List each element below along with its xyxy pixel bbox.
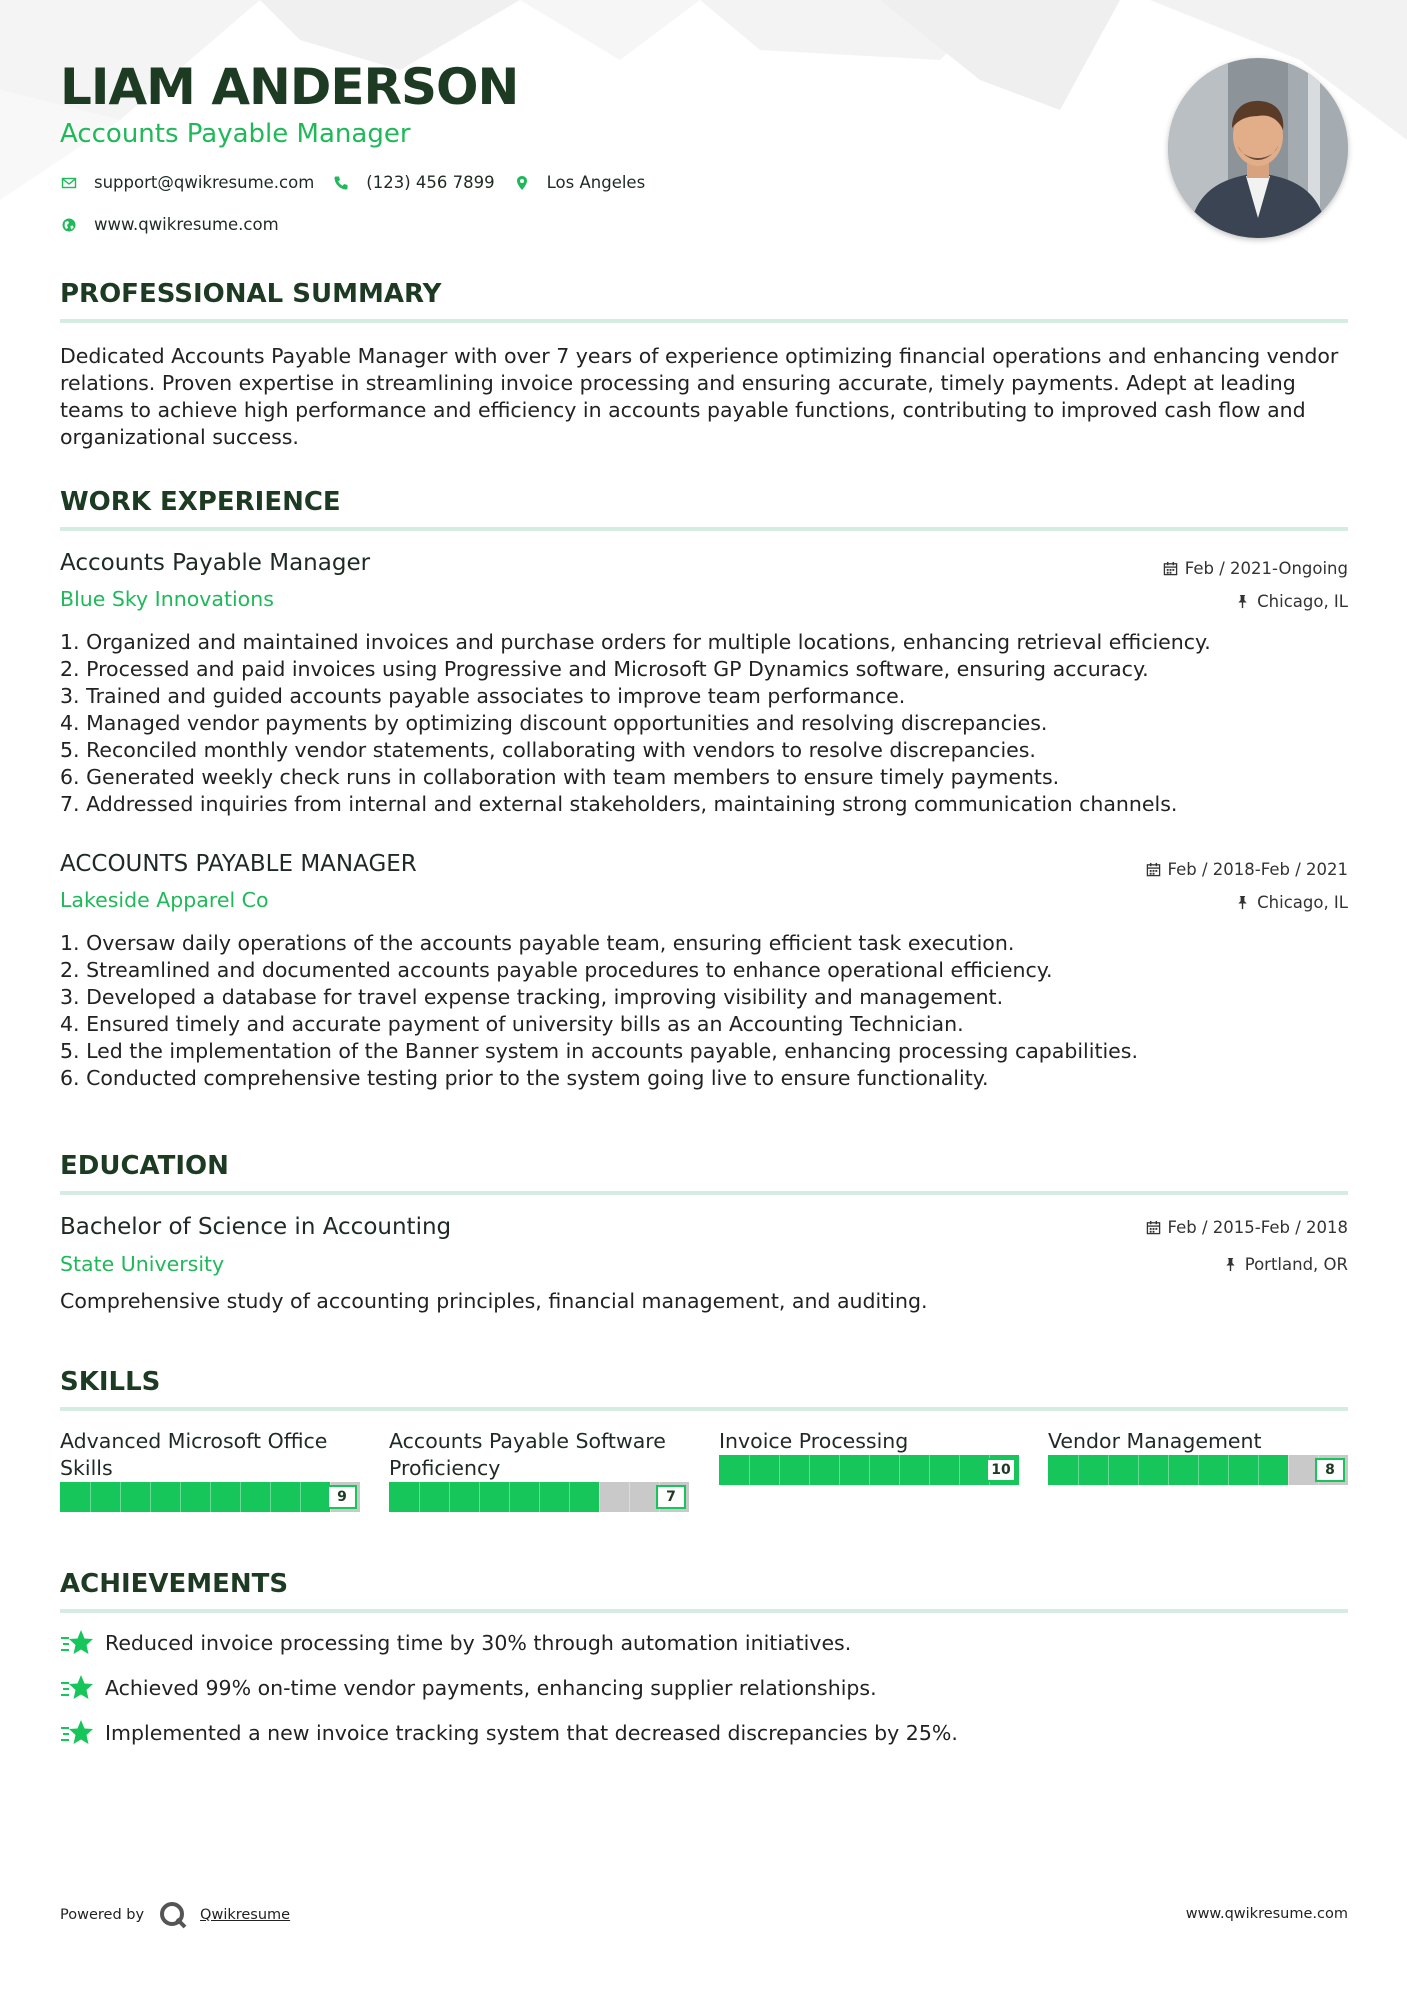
star-icon: [60, 1673, 94, 1703]
skill-segment-divider: [90, 1482, 91, 1512]
profile-photo: [1168, 58, 1348, 238]
list-item: 4. Managed vendor payments by optimizing discount opportunities and resolving discrepancies.: [60, 711, 1048, 735]
list-item: 2. Processed and paid invoices using Progressive and Microsoft GP Dynamics software, ensuring accuracy.: [60, 657, 1149, 681]
list-item: 6. Generated weekly check runs in collaboration with team members to ensure timely payments.: [60, 765, 1060, 789]
achievement-text: Reduced invoice processing time by 30% through automation initiatives.: [105, 1631, 852, 1655]
skill-level-fill: [60, 1482, 330, 1512]
skill-segment-divider: [629, 1482, 630, 1512]
job-2-dates-text: Feb / 2018-Feb / 2021: [1167, 860, 1348, 879]
education-dates-text: Feb / 2015-Feb / 2018: [1167, 1218, 1348, 1237]
experience-heading: WORK EXPERIENCE: [60, 487, 1348, 531]
skill-segment-divider: [120, 1482, 121, 1512]
map-marker-icon: [513, 174, 531, 192]
list-item: 3. Trained and guided accounts payable associates to improve team performance.: [60, 684, 906, 708]
job-1-title: Accounts Payable Manager: [60, 550, 371, 576]
email-text: support@qwikresume.com: [94, 173, 315, 192]
skill-segment-divider: [180, 1482, 181, 1512]
skill-item: [389, 1428, 689, 1512]
skill-level-bar: [1048, 1455, 1348, 1485]
skill-name: Advanced Microsoft Office Skills: [60, 1429, 328, 1480]
job-1-location: [1235, 592, 1348, 611]
skill-name: Accounts Payable Software Proficiency: [389, 1429, 666, 1480]
list-item: 7. Addressed inquiries from internal and external stakeholders, maintaining strong communication channels.: [60, 792, 1178, 816]
candidate-title: Accounts Payable Manager: [60, 119, 411, 149]
education-school: State University: [60, 1252, 225, 1276]
star-icon: [60, 1718, 94, 1748]
skill-segment-divider: [929, 1455, 930, 1485]
achievement-text: Achieved 99% on-time vendor payments, enhancing supplier relationships.: [105, 1676, 877, 1700]
pin-icon: [1223, 1257, 1238, 1272]
education-degree: Bachelor of Science in Accounting: [60, 1214, 452, 1240]
powered-by-text: Powered by: [60, 1907, 145, 1923]
skill-item: [719, 1428, 1019, 1485]
list-item: 3. Developed a database for travel expense tracking, improving visibility and management.: [60, 985, 1004, 1009]
job-2-location-text: Chicago, IL: [1257, 893, 1348, 912]
skill-name: Invoice Processing: [719, 1429, 909, 1453]
job-2-title: ACCOUNTS PAYABLE MANAGER: [60, 851, 417, 877]
skill-segment-divider: [479, 1482, 480, 1512]
pin-icon: [1235, 895, 1250, 910]
skill-segment-divider: [1258, 1455, 1259, 1485]
calendar-icon: [1146, 862, 1161, 877]
contact-website[interactable]: [60, 215, 279, 234]
education-dates: [1146, 1218, 1348, 1237]
skill-segment-divider: [1228, 1455, 1229, 1485]
contact-row-2: [60, 215, 297, 234]
job-2-location: [1235, 893, 1348, 912]
skill-segment-divider: [1078, 1455, 1079, 1485]
education-heading: EDUCATION: [60, 1151, 1348, 1195]
skill-item: [1048, 1428, 1348, 1485]
star-icon: [60, 1628, 94, 1658]
website-text: www.qwikresume.com: [94, 215, 279, 234]
skill-name: Vendor Management: [1048, 1429, 1262, 1453]
list-item: 5. Led the implementation of the Banner system in accounts payable, enhancing processing capabilities.: [60, 1039, 1138, 1063]
phone-icon: [332, 174, 350, 192]
skill-level-value: 9: [327, 1485, 357, 1509]
achievement-item: [60, 1718, 958, 1748]
achievement-item: [60, 1673, 877, 1703]
skill-segment-divider: [150, 1482, 151, 1512]
education-location: [1223, 1255, 1348, 1274]
skill-segment-divider: [599, 1482, 600, 1512]
skill-segment-divider: [839, 1455, 840, 1485]
contact-row-1: [60, 173, 663, 192]
skill-segment-divider: [869, 1455, 870, 1485]
skill-level-value: 7: [656, 1485, 686, 1509]
job-2-dates: [1146, 860, 1348, 879]
skill-segment-divider: [1198, 1455, 1199, 1485]
contact-location: [513, 173, 646, 192]
list-item: 1. Oversaw daily operations of the accounts payable team, ensuring efficient task execution.: [60, 931, 1015, 955]
skill-segment-divider: [899, 1455, 900, 1485]
calendar-icon: [1163, 561, 1178, 576]
footer-powered-by: [60, 1900, 290, 1930]
envelope-icon: [60, 174, 78, 192]
education-location-text: Portland, OR: [1244, 1255, 1348, 1274]
skills-heading: SKILLS: [60, 1367, 1348, 1411]
skill-segment-divider: [749, 1455, 750, 1485]
skill-segment-divider: [240, 1482, 241, 1512]
calendar-icon: [1146, 1220, 1161, 1235]
list-item: 1. Organized and maintained invoices and purchase orders for multiple locations, enhancing retrieval efficiency.: [60, 630, 1211, 654]
job-1-company: Blue Sky Innovations: [60, 587, 274, 611]
contact-email[interactable]: [60, 173, 314, 192]
list-item: 2. Streamlined and documented accounts payable procedures to enhance operational efficiency.: [60, 958, 1053, 982]
achievements-heading: ACHIEVEMENTS: [60, 1569, 1348, 1613]
location-text: Los Angeles: [546, 173, 646, 192]
job-1-dates: [1163, 559, 1348, 578]
footer-website[interactable]: www.qwikresume.com: [1185, 1906, 1348, 1922]
skill-segment-divider: [449, 1482, 450, 1512]
candidate-name: LIAM ANDERSON: [60, 58, 519, 116]
summary-text: Dedicated Accounts Payable Manager with over 7 years of experience optimizing financial operations and enhancing vendor relations. Proven expertise in streamlining invoice processing and ensuring accurate, timely payments. Adept at leading teams to achieve high performance and efficiency in accounts payable functions, contributing to improved cash flow and organizational success.: [60, 344, 1339, 449]
achievement-text: Implemented a new invoice tracking system that decreased discrepancies by 25%.: [105, 1721, 958, 1745]
pin-icon: [1235, 594, 1250, 609]
skill-segment-divider: [509, 1482, 510, 1512]
summary-heading: PROFESSIONAL SUMMARY: [60, 279, 1348, 323]
job-2-company: Lakeside Apparel Co: [60, 888, 269, 912]
list-item: 4. Ensured timely and accurate payment of university bills as an Accounting Technician.: [60, 1012, 964, 1036]
skill-segment-divider: [270, 1482, 271, 1512]
qwikresume-logo: [158, 1900, 188, 1930]
job-1-location-text: Chicago, IL: [1257, 592, 1348, 611]
skill-level-bar: [719, 1455, 1019, 1485]
phone-text: (123) 456 7899: [366, 173, 495, 192]
skill-segment-divider: [1138, 1455, 1139, 1485]
skill-level-bar: [389, 1482, 689, 1512]
skill-segment-divider: [569, 1482, 570, 1512]
skill-segment-divider: [210, 1482, 211, 1512]
skill-level-bar: [60, 1482, 360, 1512]
skill-level-value: 8: [1315, 1458, 1345, 1482]
globe-icon: [60, 216, 78, 234]
education-description: Comprehensive study of accounting principles, financial management, and auditing.: [60, 1289, 928, 1313]
skill-segment-divider: [959, 1455, 960, 1485]
skill-segment-divider: [779, 1455, 780, 1485]
job-1-dates-text: Feb / 2021-Ongoing: [1184, 559, 1348, 578]
skill-segment-divider: [419, 1482, 420, 1512]
achievement-item: [60, 1628, 851, 1658]
skill-segment-divider: [1108, 1455, 1109, 1485]
contact-phone[interactable]: [332, 173, 494, 192]
skill-segment-divider: [809, 1455, 810, 1485]
job-1-bullets: [60, 629, 1348, 818]
skill-segment-divider: [539, 1482, 540, 1512]
job-2-bullets: [60, 930, 1348, 1092]
skill-segment-divider: [1288, 1455, 1289, 1485]
skill-segment-divider: [1168, 1455, 1169, 1485]
skill-level-fill: [389, 1482, 599, 1512]
list-item: 5. Reconciled monthly vendor statements, collaborating with vendors to resolve discrepancies.: [60, 738, 1036, 762]
skill-segment-divider: [300, 1482, 301, 1512]
skill-level-value: 10: [986, 1458, 1016, 1482]
skill-item: [60, 1428, 360, 1512]
qwikresume-link[interactable]: Qwikresume: [200, 1907, 291, 1923]
list-item: 6. Conducted comprehensive testing prior to the system going live to ensure functionality.: [60, 1066, 989, 1090]
